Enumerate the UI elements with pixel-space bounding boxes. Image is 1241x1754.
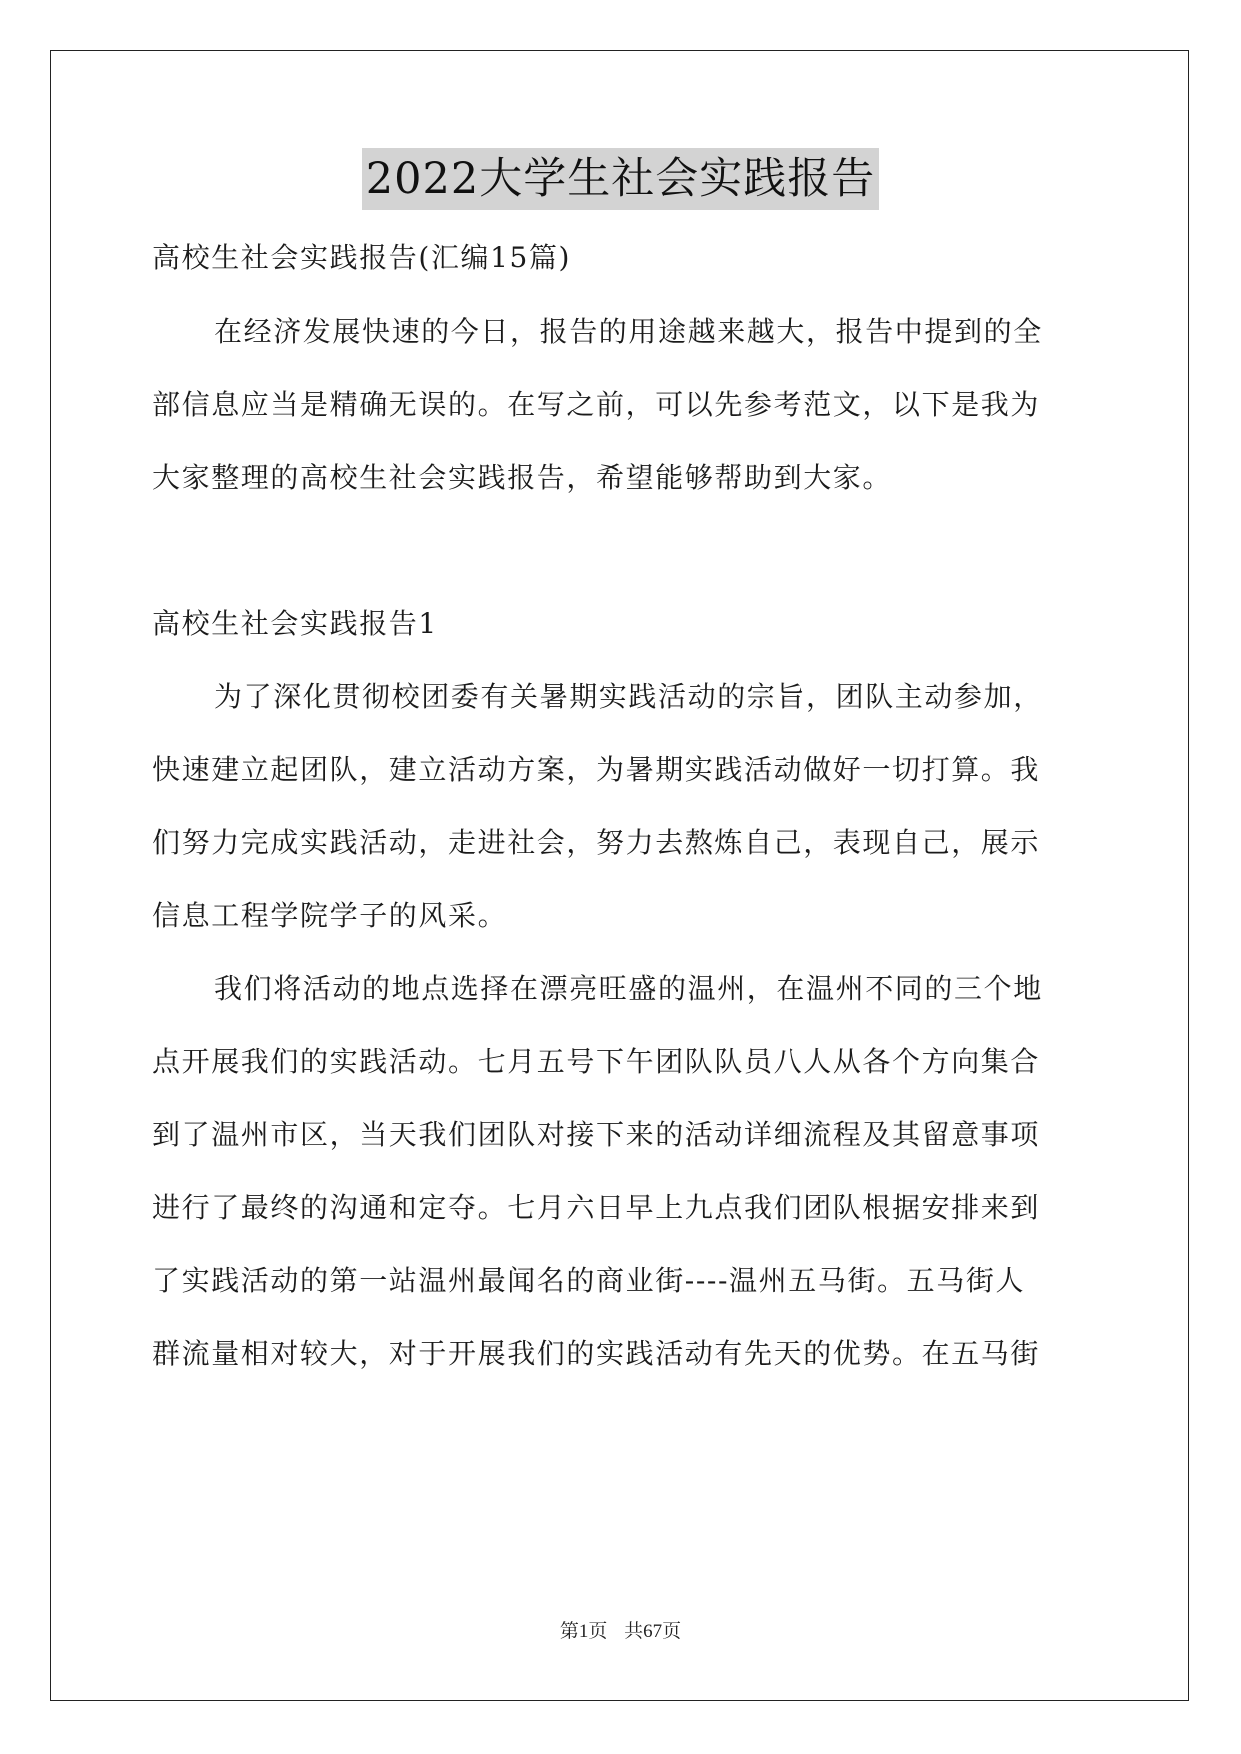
paragraph-line: 们努力完成实践活动，走进社会，努力去熬炼自己，表现自己，展示 bbox=[152, 826, 1041, 859]
paragraph-line: 了实践活动的第一站温州最闻名的商业街----温州五马街。五马街人 bbox=[152, 1264, 1026, 1297]
intro-line: 大家整理的高校生社会实践报告，希望能够帮助到大家。 bbox=[152, 461, 893, 494]
paragraph-line: 进行了最终的沟通和定夺。七月六日早上九点我们团队根据安排来到 bbox=[152, 1191, 1041, 1224]
page-border bbox=[50, 50, 1189, 1701]
page-total: 共67页 bbox=[624, 1621, 682, 1642]
section-heading: 高校生社会实践报告1 bbox=[152, 607, 438, 640]
intro-line: 部信息应当是精确无误的。在写之前，可以先参考范文，以下是我为 bbox=[152, 388, 1041, 421]
paragraph-line: 点开展我们的实践活动。七月五号下午团队队员八人从各个方向集合 bbox=[152, 1045, 1041, 1078]
paragraph-line: 为了深化贯彻校团委有关暑期实践活动的宗旨，团队主动参加， bbox=[214, 680, 1043, 713]
paragraph-line: 信息工程学院学子的风采。 bbox=[152, 899, 508, 932]
intro-line: 在经济发展快速的今日，报告的用途越来越大，报告中提到的全 bbox=[214, 315, 1043, 348]
document-title: 2022大学生社会实践报告 bbox=[362, 148, 879, 210]
paragraph-line: 群流量相对较大，对于开展我们的实践活动有先天的优势。在五马街 bbox=[152, 1337, 1041, 1370]
subtitle: 高校生社会实践报告(汇编15篇) bbox=[152, 241, 572, 274]
page-footer bbox=[0, 1616, 1241, 1643]
paragraph-line: 我们将活动的地点选择在漂亮旺盛的温州，在温州不同的三个地 bbox=[214, 972, 1043, 1005]
page-number: 第1页 bbox=[559, 1621, 608, 1642]
paragraph-line: 快速建立起团队，建立活动方案，为暑期实践活动做好一切打算。我 bbox=[152, 753, 1041, 786]
title-wrap bbox=[0, 148, 1241, 210]
paragraph-line: 到了温州市区，当天我们团队对接下来的活动详细流程及其留意事项 bbox=[152, 1118, 1041, 1151]
